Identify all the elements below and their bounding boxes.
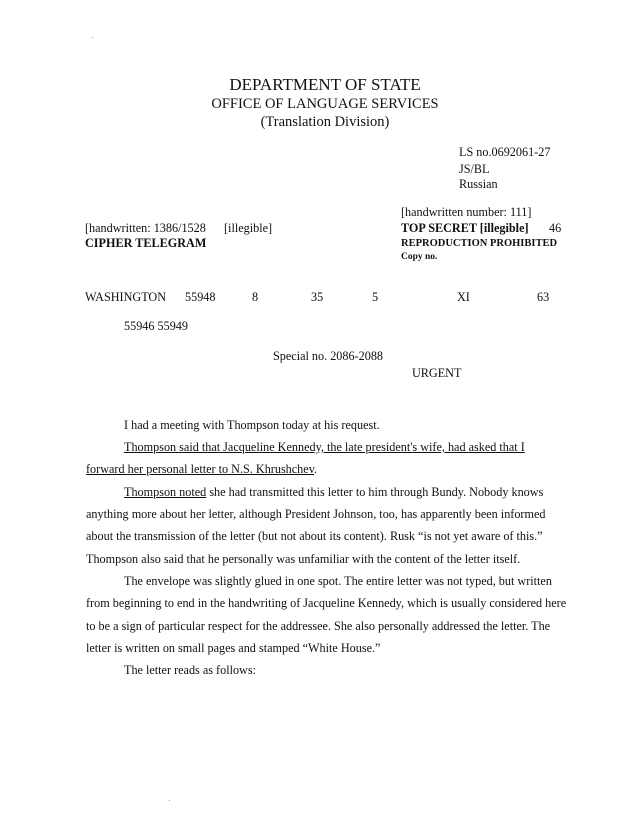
paragraph-4-line-1: The envelope was slightly glued in one spot. The entire letter was not typed, but written xyxy=(124,574,552,588)
office-title: OFFICE OF LANGUAGE SERVICES xyxy=(211,96,439,112)
hour: 35 xyxy=(311,290,324,304)
paragraph-3-line-1 xyxy=(124,484,543,500)
paragraph-3-line-3: about the transmission of the letter (but not about its content). Rusk “is not yet aware of this.” xyxy=(86,529,543,543)
illegible-note: [illegible] xyxy=(224,221,273,235)
day: 8 xyxy=(252,290,259,304)
paragraph-5: The letter reads as follows: xyxy=(124,663,256,677)
month: XI xyxy=(457,290,470,304)
department-title: DEPARTMENT OF STATE xyxy=(229,75,421,94)
year: 63 xyxy=(537,290,550,304)
paragraph-4-line-4: letter is written on small pages and stamped “White House.” xyxy=(86,641,381,655)
division-title: (Translation Division) xyxy=(260,114,390,130)
paragraph-2-line-1: Thompson said that Jacqueline Kennedy, the late president's wife, had asked that I xyxy=(124,440,525,454)
handwritten-number: [handwritten number: 111] xyxy=(401,205,532,219)
origin: WASHINGTON xyxy=(85,290,167,304)
copy-number: Copy no. xyxy=(401,252,438,262)
reproduction-prohibited: REPRODUCTION PROHIBITED xyxy=(401,238,558,249)
paragraph-2-line-2 xyxy=(86,461,317,477)
top-secret: TOP SECRET [illegible] xyxy=(401,221,529,235)
handwritten-note: [handwritten: 1386/1528 xyxy=(85,221,206,235)
telegram-number: 55948 xyxy=(185,290,216,304)
paragraph-4-line-2: from beginning to end in the handwriting of Jacqueline Kennedy, which is usually considered here xyxy=(86,596,567,610)
paragraph-3-line-4: Thompson also said that he personally was unfamiliar with the content of the letter itself. xyxy=(86,552,521,566)
related-numbers: 55946 55949 xyxy=(124,319,188,333)
paragraph-1: I had a meeting with Thompson today at his request. xyxy=(124,418,380,432)
special-number: Special no. 2086-2088 xyxy=(273,349,384,363)
paragraph-3-underlined: Thompson noted xyxy=(124,485,207,499)
paragraph-3-line-2: anything more about her letter, although President Johnson, too, has apparently been informed xyxy=(86,507,546,521)
ls-number: LS no.0692061-27 xyxy=(459,145,551,159)
scan-speck xyxy=(169,800,170,801)
document-type: CIPHER TELEGRAM xyxy=(85,236,207,250)
language: Russian xyxy=(459,177,498,191)
period: . xyxy=(314,462,318,476)
paragraph-2-underlined: forward her personal letter to N.S. Khrushchev xyxy=(86,462,314,476)
scan-speck xyxy=(92,37,93,38)
initials: JS/BL xyxy=(459,162,490,176)
urgent-label: URGENT xyxy=(412,366,462,380)
top-secret-number: 46 xyxy=(549,221,562,235)
paragraph-4-line-3: to be a sign of particular respect for the addressee. She also personally addressed the letter. The xyxy=(86,619,551,633)
minute: 5 xyxy=(372,290,379,304)
paragraph-3-text: she had transmitted this letter to him through Bundy. Nobody knows xyxy=(206,485,544,499)
